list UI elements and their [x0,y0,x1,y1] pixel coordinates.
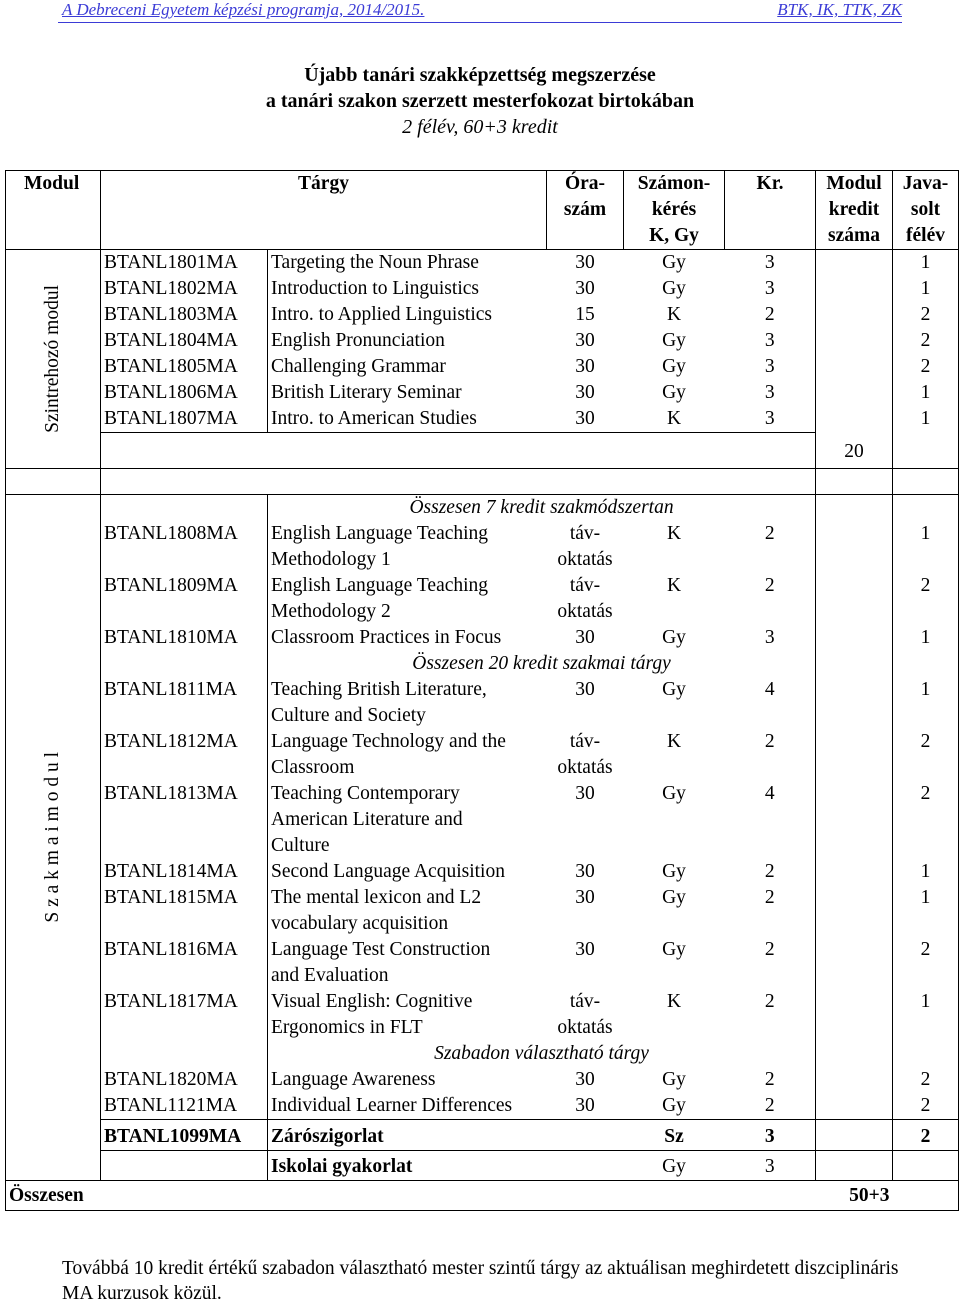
course-code: BTANL1808MA [104,523,238,544]
cell-line: Culture and Society [271,705,426,726]
course-hours [547,781,624,859]
course-name: Introduction to Linguistics [268,276,547,302]
cell-line: 30 [575,679,595,700]
cell-line: 30 [575,1095,595,1116]
cell-line: 30 [575,627,595,648]
empty-cell [547,1120,624,1151]
cell-line: 30 [575,1069,595,1090]
curriculum-table [5,170,959,1211]
course-credit: 3 [764,278,775,299]
empty-cell [816,1151,893,1181]
cell-line: American Literature and [271,809,463,830]
empty-cell [816,1120,893,1151]
cell-line: kredit [828,199,880,220]
cell-line: táv- [569,991,601,1012]
course-code: BTANL1803MA [104,304,238,325]
course-hours [547,859,624,885]
section-heading-subjects: Összesen 20 kredit szakmai tárgy [268,651,816,677]
course-name [268,989,547,1041]
cell-line: 30 [575,887,595,908]
course-credit: 3 [764,356,775,377]
cell-line: oktatás [557,549,613,570]
course-name [268,625,547,651]
cell-line: Language Technology and the [271,731,506,752]
course-name [268,521,547,573]
col-header-kredit: Kr. [725,171,816,250]
empty-cell [816,781,893,859]
section-row [6,651,959,677]
course-semester: 1 [893,406,959,433]
cell-line: Teaching British Literature, [271,679,487,700]
empty-cell [816,1093,893,1120]
course-exam: Gy [662,783,686,804]
course-code: BTANL1121MA [104,1095,238,1116]
empty-cell [816,885,893,937]
practice-row [6,1151,959,1181]
cell-line: Classroom [271,757,355,778]
cell-line: Individual Learner Differences [271,1095,513,1116]
course-exam: Gy [662,382,686,403]
course-credit: 2 [764,304,775,325]
cell-line: 30 [575,783,595,804]
exam-row [6,1120,959,1151]
course-semester: 2 [893,1067,959,1093]
course-semester: 2 [893,328,959,354]
course-hours [547,729,624,781]
empty-cell [101,1151,268,1181]
course-code: BTANL1804MA [104,330,238,351]
col-header-oraszam [547,171,624,250]
course-code: BTANL1809MA [104,575,238,596]
course-semester: 2 [893,354,959,380]
course-credit: 2 [764,861,775,882]
cell-line: 30 [575,939,595,960]
course-semester: 1 [893,989,959,1041]
module-name: S z a k m a i m o d u l [42,752,63,923]
module-label-szakmai [6,495,101,1181]
header-divider [58,22,902,23]
course-hours [547,625,624,651]
course-semester: 1 [893,380,959,406]
course-hours: 30 [575,278,595,299]
cell-line: félév [906,225,945,246]
empty-cell [893,495,959,522]
cell-line: Second Language Acquisition [271,861,505,882]
course-exam: Gy [662,1095,686,1116]
course-code: BTANL1806MA [104,382,238,403]
course-semester: 2 [893,1093,959,1120]
course-credit: 2 [764,1095,775,1116]
total-value: 50+3 [816,1181,893,1211]
cell-line: vocabulary acquisition [271,913,449,934]
course-exam: K [666,991,682,1012]
course-name [268,729,547,781]
course-name [268,1093,547,1120]
cell-line: 30 [575,861,595,882]
course-credit: 3 [725,1120,816,1151]
col-header-modul: Modul [6,171,101,250]
course-name [268,937,547,989]
course-row [6,937,959,989]
empty-cell [101,1181,816,1211]
course-credit: 4 [764,783,775,804]
course-semester: 2 [893,781,959,859]
course-exam: K [666,304,682,325]
empty-cell [816,937,893,989]
course-row [6,781,959,859]
empty-cell [816,521,893,573]
course-hours: 30 [575,330,595,351]
course-hours [547,677,624,729]
course-hours [547,989,624,1041]
cell-line: táv- [569,575,601,596]
course-code: BTANL1812MA [104,731,238,752]
course-credit: 2 [764,731,775,752]
page-subtitle: a tanári szakon szerzett mesterfokozat birtokában [265,90,695,112]
course-row [6,885,959,937]
cell-line: Methodology 2 [271,601,391,622]
col-header-javasolt [893,171,959,250]
cell-line: Language Awareness [271,1069,436,1090]
course-code: BTANL1815MA [104,887,238,908]
course-credit: 2 [764,575,775,596]
course-exam: Gy [662,278,686,299]
course-semester: 2 [893,573,959,625]
empty-cell [893,1151,959,1181]
course-semester: 2 [893,302,959,328]
section-heading-methodology: Összesen 7 kredit szakmódszertan [268,495,816,522]
course-hours [547,1067,624,1093]
course-row [6,521,959,573]
course-code: BTANL1805MA [104,356,238,377]
course-exam: Gy [662,887,686,908]
course-exam: K [666,575,682,596]
empty-cell [101,1041,268,1067]
cell-line: Language Test Construction [271,939,491,960]
col-header-szamonkeres [624,171,725,250]
cell-line: solt [910,199,941,220]
module-credit-total: 20 [816,433,893,469]
course-code: BTANL1816MA [104,939,238,960]
course-name: Intro. to Applied Linguistics [268,302,547,328]
course-row [6,573,959,625]
course-exam: Sz [624,1120,725,1151]
course-exam: Gy [662,1069,686,1090]
header-row [6,171,959,250]
course-hours [547,1093,624,1120]
header-faculties: BTK, IK, TTK, ZK [777,0,902,19]
course-exam: Gy [624,1151,725,1181]
cell-line: száma [828,225,881,246]
footer-note: Továbbá 10 kredit értékű szabadon választható mester szintű tárgy az aktuálisan meghirdetett diszciplináris MA kurzusok közül. [62,1258,899,1304]
course-credit: 2 [764,887,775,908]
empty-cell [816,859,893,885]
empty-cell [816,729,893,781]
course-credit: 2 [764,1069,775,1090]
course-code: BTANL1802MA [104,278,238,299]
module-credit-cell [816,250,893,433]
empty-cell [816,1067,893,1093]
course-row [6,859,959,885]
cell-line: oktatás [557,757,613,778]
cell-line: Java- [902,173,949,194]
page-title: Újabb tanári szakképzettség megszerzése [304,64,656,86]
course-hours [547,885,624,937]
course-name [268,677,547,729]
cell-line: The mental lexicon and L2 [271,887,482,908]
course-name: Zárószigorlat [268,1120,547,1151]
course-hours: 30 [575,408,595,429]
cell-line: and Evaluation [271,965,389,986]
empty-cell [101,469,816,495]
empty-cell [816,495,893,522]
course-hours: 30 [575,382,595,403]
course-row [6,989,959,1041]
empty-cell [816,651,893,677]
course-name: Targeting the Noun Phrase [268,250,547,277]
course-credit: 2 [764,523,775,544]
course-code: BTANL1810MA [104,627,238,648]
course-exam: K [666,523,682,544]
course-exam: Gy [662,330,686,351]
course-code: BTANL1099MA [101,1120,268,1151]
empty-cell [816,573,893,625]
header-program-title: A Debreceni Egyetem képzési programja, 2014/2015. [62,0,425,19]
empty-cell [6,469,101,495]
course-semester: 2 [893,937,959,989]
cell-line: Culture [271,835,330,856]
module-total-row [6,433,959,469]
cell-line: Classroom Practices in Focus [271,627,502,648]
course-exam: Gy [662,939,686,960]
cell-line: táv- [569,731,601,752]
cell-line: Óra- [564,173,606,194]
course-row [6,1093,959,1120]
course-name: Intro. to American Studies [268,406,547,433]
course-credit: 4 [764,679,775,700]
empty-cell [816,1041,893,1067]
course-credit: 3 [725,250,816,277]
course-exam: Gy [662,627,686,648]
course-hours: 15 [575,304,595,325]
course-credit: 3 [764,382,775,403]
course-row [6,625,959,651]
course-name: Iskolai gyakorlat [268,1151,547,1181]
course-exam: Gy [624,250,725,277]
cell-line: English Language Teaching [271,523,489,544]
course-name: British Literary Seminar [268,380,547,406]
empty-cell [101,433,816,469]
course-exam: Gy [662,861,686,882]
col-header-targy: Tárgy [101,171,547,250]
empty-cell [816,989,893,1041]
empty-cell [101,651,268,677]
module-name: Szintrehozó modul [42,285,63,433]
cell-line: táv- [569,523,601,544]
empty-cell [547,1151,624,1181]
module-label-szintrehozo [6,250,101,469]
course-name [268,781,547,859]
course-name: Challenging Grammar [268,354,547,380]
course-semester: 1 [893,250,959,277]
course-semester: 1 [893,885,959,937]
course-hours: 30 [547,250,624,277]
cell-line: oktatás [557,601,613,622]
course-credit: 3 [764,330,775,351]
course-code: BTANL1811MA [104,679,238,700]
course-semester: 1 [893,625,959,651]
course-hours [547,937,624,989]
course-name [268,859,547,885]
col-header-modul-kredit [816,171,893,250]
cell-line: Teaching Contemporary [271,783,460,804]
section-heading-elective: Szabadon választható tárgy [268,1041,816,1067]
course-name: English Pronunciation [268,328,547,354]
section-row [6,1041,959,1067]
course-credit: 3 [764,408,775,429]
course-name [268,885,547,937]
course-semester: 1 [893,276,959,302]
course-row [6,1067,959,1093]
course-semester: 1 [893,677,959,729]
course-code: BTANL1820MA [104,1069,238,1090]
course-credit: 2 [764,991,775,1012]
cell-line: szám [563,199,607,220]
empty-cell [816,469,893,495]
course-name [268,1067,547,1093]
spacer-row [6,469,959,495]
cell-line: Modul [826,173,882,194]
empty-cell [893,1041,959,1067]
course-exam: Gy [662,356,686,377]
course-semester: 2 [893,1120,959,1151]
empty-cell [816,625,893,651]
cell-line: English Language Teaching [271,575,489,596]
empty-cell [816,677,893,729]
cell-line: Methodology 1 [271,549,391,570]
empty-cell [893,1181,959,1211]
course-row [6,677,959,729]
course-name [268,573,547,625]
total-label: Összesen [6,1181,101,1211]
course-hours [547,521,624,573]
course-semester: 1 [893,859,959,885]
empty-cell [101,495,268,522]
course-exam: Gy [662,679,686,700]
course-code: BTANL1807MA [104,408,238,429]
course-credit: 2 [764,939,775,960]
course-code: BTANL1814MA [104,861,238,882]
course-credit: 3 [764,627,775,648]
cell-line: Visual English: Cognitive [271,991,473,1012]
page-credits-line: 2 félév, 60+3 kredit [402,116,558,138]
cell-line: K, Gy [649,225,699,246]
course-code: BTANL1801MA [101,250,268,277]
empty-cell [893,469,959,495]
cell-line: kérés [651,199,697,220]
course-row [6,250,959,277]
cell-line: Számon- [637,173,711,194]
empty-cell [893,433,959,469]
section-row [6,495,959,522]
course-hours [547,573,624,625]
course-semester: 2 [893,729,959,781]
course-exam: K [666,408,682,429]
course-credit: 3 [725,1151,816,1181]
course-code: BTANL1813MA [104,783,238,804]
course-exam: K [666,731,682,752]
course-semester: 1 [893,521,959,573]
cell-line: Ergonomics in FLT [271,1017,423,1038]
cell-line: oktatás [557,1017,613,1038]
course-row [6,729,959,781]
course-hours: 30 [575,356,595,377]
total-row [6,1181,959,1211]
course-code: BTANL1817MA [104,991,238,1012]
empty-cell [893,651,959,677]
